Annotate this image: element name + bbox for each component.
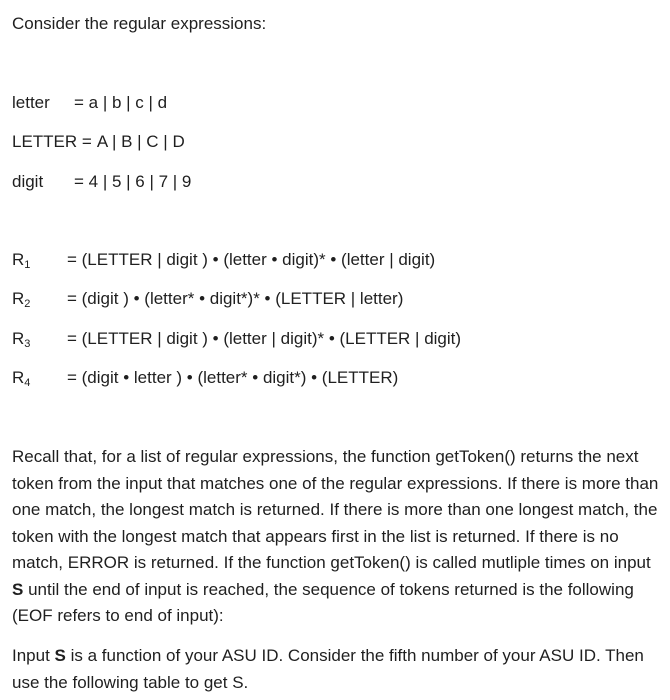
definition-name: letter [12, 93, 50, 112]
definition-LETTER [12, 131, 185, 153]
regex-r4 [12, 367, 398, 394]
regex-expr: = (LETTER | digit ) • (letter • digit)* • (letter | digit) [67, 250, 436, 269]
definition-name: LETTER = [12, 132, 92, 151]
regex-subscript: 4 [24, 377, 31, 389]
regex-r2 [12, 288, 403, 315]
regex-expr: = (digit • letter ) • (letter* • digit*) • (LETTER) [67, 368, 399, 387]
paragraph-text: Recall that, for a list of regular expressions, the function getToken() returns the next token from the input that matches one of the regular expressions. If there is more than one match, the longest match is returned. If there is more than one longest match, the token with the longest match that appears first in the list is returned. If there is no match, ERROR is returned. If the function getToken() is called mutliple times on input [12, 447, 659, 572]
regex-subscript: 2 [24, 298, 31, 310]
definition-letter [12, 92, 167, 114]
input-paragraph [12, 643, 662, 696]
regex-letter: R [12, 289, 25, 308]
regex-name [12, 288, 67, 315]
regex-subscript: 1 [24, 259, 31, 271]
input-s-bold: S [54, 646, 66, 665]
paragraph-text-end: until the end of input is reached, the sequence of tokens returned is the following (EOF refers to end of input): [12, 579, 634, 625]
regex-r1 [12, 249, 435, 276]
regex-r3 [12, 328, 461, 355]
regex-letter: R [12, 329, 25, 348]
definition-expr: A | B | C | D [96, 132, 185, 151]
paragraph-text-end: is a function of your ASU ID. Consider the fifth number of your ASU ID. Then use the following table to get S. [12, 646, 644, 692]
regex-expr: = (LETTER | digit ) • (letter | digit)* • (LETTER | digit) [67, 329, 462, 348]
gettoken-paragraph [12, 444, 662, 630]
definition-digit [12, 171, 191, 193]
definition-expr: = a | b | c | d [74, 93, 168, 112]
intro-text: Consider the regular expressions: [12, 14, 267, 33]
regex-expr: = (digit ) • (letter* • digit*)* • (LETTER | letter) [67, 289, 404, 308]
regex-name [12, 328, 67, 355]
regex-name [12, 367, 67, 394]
regex-name [12, 249, 67, 276]
input-s-bold: S [12, 579, 24, 599]
definition-expr: = 4 | 5 | 6 | 7 | 9 [74, 172, 192, 191]
regex-letter: R [12, 250, 25, 269]
definition-name: digit [12, 172, 44, 191]
regex-subscript: 3 [24, 338, 31, 350]
regex-letter: R [12, 368, 25, 387]
paragraph-text: Input [12, 646, 55, 665]
